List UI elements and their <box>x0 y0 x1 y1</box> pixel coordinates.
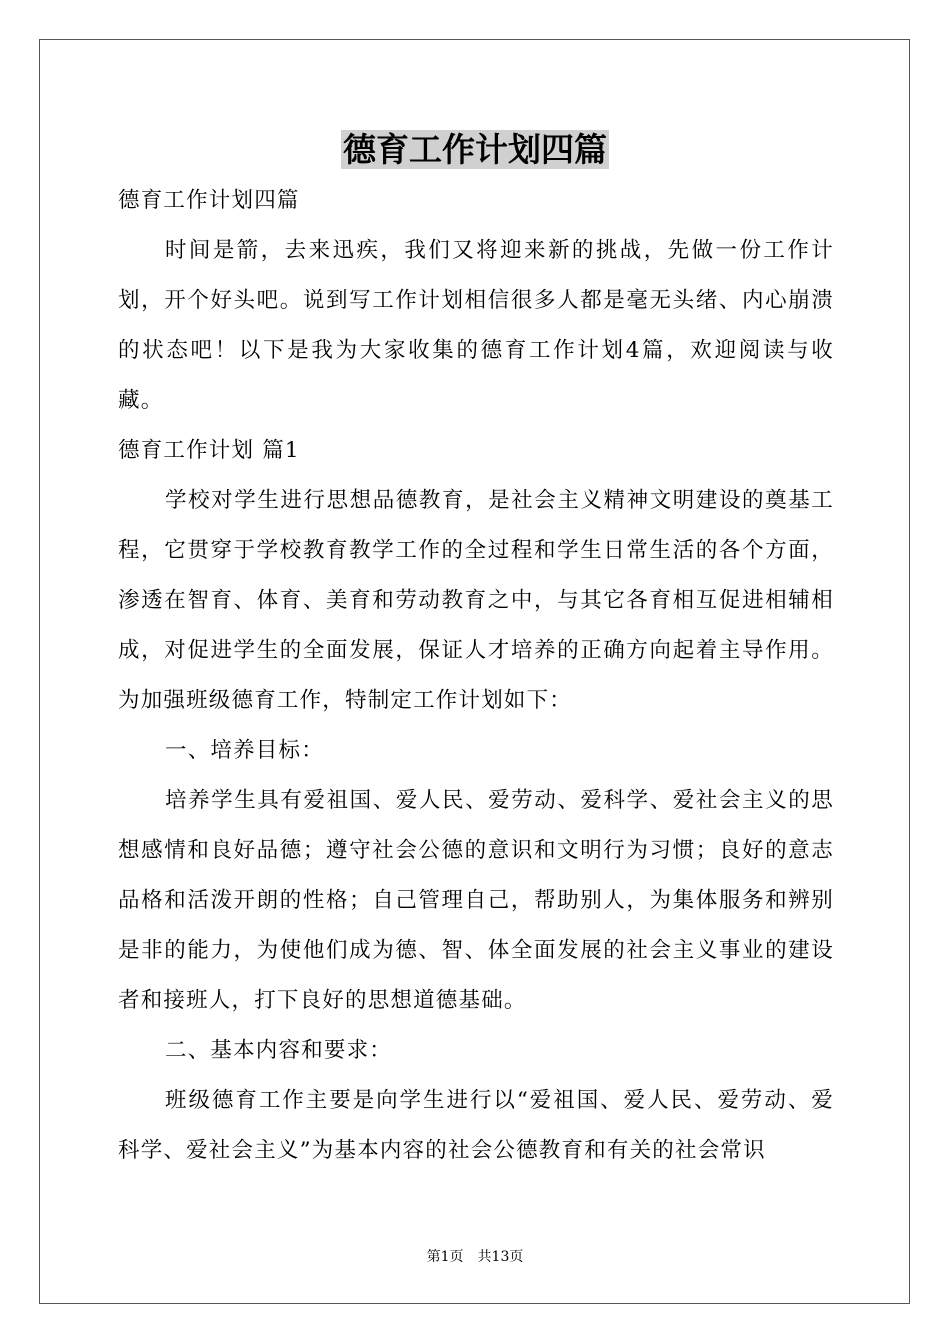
page-number: 第1页 <box>426 1249 464 1265</box>
page-footer <box>0 1246 950 1266</box>
paragraph: 学校对学生进行思想品德教育，是社会主义精神文明建设的奠基工程，它贯穿于学校教育教学工作的全过程和学生日常生活的各个方面，渗透在智育、体育、美育和劳动教育之中，与其它各育相互促进相辅相成，对促进学生的全面发展，保证人才培养的正确方向起着主导作用。为加强班级德育工作，特制定工作计划如下： <box>118 488 834 713</box>
paragraph: 时间是箭，去来迅疾，我们又将迎来新的挑战，先做一份工作计划，开个好头吧。说到写工作计划相信很多人都是毫无头绪、内心崩溃的状态吧！以下是我为大家收集的德育工作计划4篇，欢迎阅读与收藏。 <box>118 238 834 413</box>
document-body <box>118 176 834 1176</box>
document-title-text: 德育工作计划四篇 <box>343 130 607 169</box>
paragraph: 二、基本内容和要求： <box>165 1038 393 1063</box>
paragraph: 一、培养目标： <box>165 738 324 763</box>
paragraph: 德育工作计划四篇 <box>118 188 300 213</box>
paragraph: 德育工作计划 篇1 <box>118 438 300 463</box>
document-title <box>0 122 950 178</box>
page-total: 共13页 <box>477 1249 524 1265</box>
paragraph: 培养学生具有爱祖国、爱人民、爱劳动、爱科学、爱社会主义的思想感情和良好品德；遵守社会公德的意识和文明行为习惯；良好的意志品格和活泼开朗的性格；自己管理自己，帮助别人，为集体服务和辨别是非的能力，为使他们成为德、智、体全面发展的社会主义事业的建设者和接班人，打下良好的思想道德基础。 <box>118 788 834 1013</box>
paragraph: 班级德育工作主要是向学生进行以“爱祖国、爱人民、爱劳动、爱科学、爱社会主义”为基本内容的社会公德教育和有关的社会常识 <box>118 1088 834 1163</box>
